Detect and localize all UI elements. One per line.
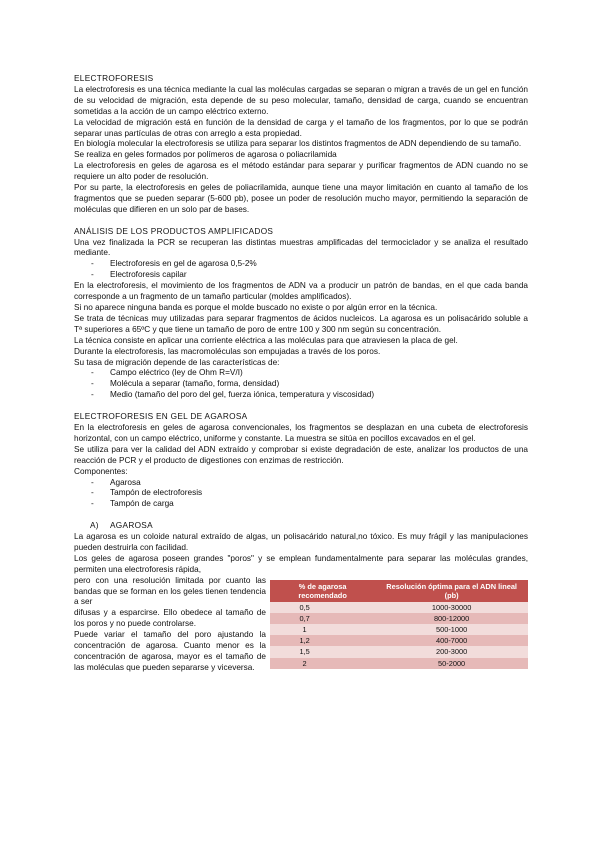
cell-agarose: 1,5 (270, 646, 375, 657)
cell-resolution: 400-7000 (375, 635, 528, 646)
list-item: - Electroforesis capilar (74, 270, 528, 281)
paragraph: Si no aparece ninguna banda es porque el molde buscado no existe o por algún error en la técnica. (74, 303, 438, 313)
cell-agarose: 2 (270, 658, 375, 669)
cell-resolution: 800-12000 (375, 613, 528, 624)
subsection-number: A) (90, 521, 99, 531)
table-row (270, 658, 528, 669)
paragraph: En la electroforesis en geles de agarosa convencionales, los fragmentos se desplazan en una cubeta de electroforesis horizontal, con un campo eléctrico, uniforme y constante. La muestra se sitúa en pocillos excavados en el gel. (74, 422, 528, 443)
paragraph: La electroforesis en geles de agarosa es el método estándar para separar y purificar fragmentos de ADN cuando no se requiere un alto poder de resolución. (74, 161, 528, 182)
list-item: - Campo eléctrico (ley de Ohm R=V/I) (74, 368, 528, 379)
cell-agarose: 0,5 (270, 602, 375, 613)
cell-agarose: 1 (270, 624, 375, 635)
table-header-row (270, 580, 528, 602)
cell-agarose: 0,7 (270, 613, 375, 624)
agarose-text-column (74, 576, 266, 674)
cell-agarose: 1,2 (270, 635, 375, 646)
paragraph: La velocidad de migración está en función de la densidad de carga y el tamaño de los fragmentos, por lo que se podrán separar unas partículas de otras con arreglo a esta propiedad. (74, 117, 528, 138)
list-item: - Molécula a separar (tamaño, forma, densidad) (74, 379, 528, 390)
paragraph: En la electroforesis, el movimiento de los fragmentos de ADN va a producir un patrón de bandas, en el que cada banda corresponde a un fragmento de un tamaño particular (moldes amplificados). (74, 281, 528, 302)
paragraph: Los geles de agarosa poseen grandes "poros" y se emplean fundamentalmente para separar las moléculas grandes, permiten una electroforesis rápida, (74, 553, 528, 574)
column-header-resolution: Resolución óptima para el ADN lineal (pb) (375, 580, 528, 602)
list-item: - Tampón de carga (74, 499, 528, 510)
agarose-text-and-table (74, 576, 528, 674)
paragraph: La técnica consiste en aplicar una corriente eléctrica a las moléculas para que atraviesen la placa de gel. (74, 335, 458, 345)
subsection-title-agarosa (74, 521, 528, 532)
table-row (270, 602, 528, 613)
paragraph: Se realiza en geles formados por polímeros de agarosa o poliacrilamida (74, 150, 337, 160)
paragraph: La electroforesis es una técnica mediante la cual las moléculas cargadas se separan o migran a través de un gel en función de su velocidad de migración, esta depende de su peso molecular, tamaño, densidad de carga, cuando se encuentran sometidas a la acción de un campo eléctrico externo. (74, 84, 528, 116)
cell-resolution: 50-2000 (375, 658, 528, 669)
table-row (270, 624, 528, 635)
section-title-electroforesis: ELECTROFORESIS (74, 74, 154, 83)
paragraph: Componentes: (74, 466, 128, 476)
bullet-list (74, 368, 528, 401)
bullet-list (74, 478, 528, 511)
table-row (270, 635, 528, 646)
bullet-list (74, 259, 528, 281)
cell-resolution: 500-1000 (375, 624, 528, 635)
document-page (74, 74, 528, 674)
paragraph: Durante la electroforesis, las macromoléculas son empujadas a través de los poros. (74, 346, 381, 356)
paragraph: pero con una resolución limitada por cuanto las bandas que se forman en los geles tienen tendencia a ser (74, 575, 266, 607)
list-item: - Electroforesis en gel de agarosa 0,5-2% (74, 259, 528, 270)
paragraph: Se utiliza para ver la calidad del ADN extraído y comprobar si existe degradación de este, analizar los productos de una reacción de PCR y el producto de digestiones con enzimas de restricción. (74, 444, 528, 465)
paragraph: Su tasa de migración depende de las características de: (74, 357, 280, 367)
list-item: - Medio (tamaño del poro del gel, fuerza iónica, temperatura y viscosidad) (74, 390, 528, 401)
subsection-label: AGAROSA (110, 521, 153, 531)
section-title-analisis: ANÁLISIS DE LOS PRODUCTOS AMPLIFICADOS (74, 226, 274, 236)
paragraph: La agarosa es un coloide natural extraído de algas, un polisacárido natural,no tóxico. Es muy frágil y las manipulaciones pueden destruirla con facilidad. (74, 532, 528, 552)
cell-resolution: 200-3000 (375, 646, 528, 657)
agarose-resolution-table (270, 580, 528, 669)
paragraph: difusas y a esparcirse. Ello obedece al tamaño de los poros y no puede controlarse. (74, 608, 266, 629)
paragraph: Por su parte, la electroforesis en geles de poliacrilamida, aunque tiene una mayor limitación en cuanto al tamaño de los fragmentos que se pueden separar (5-600 pb), posee un poder de resolución mucho mayor, permitiendo la separación de moléculas que difieren en un solo par de bases. (74, 183, 528, 214)
paragraph: Se trata de técnicas muy utilizadas para separar fragmentos de ácidos nucleicos. La agarosa es un polisacárido soluble a Tª superiores a 65ºC y que tiene un tamaño de poro de entre 100 y 300 nm según su concentración. (74, 313, 528, 334)
column-header-agarose: % de agarosa recomendado (270, 580, 375, 602)
cell-resolution: 1000-30000 (375, 602, 528, 613)
section-title-gel-agarosa: ELECTROFORESIS EN GEL DE AGAROSA (74, 412, 248, 422)
paragraph: Puede variar el tamaño del poro ajustando la concentración de agarosa. Cuanto menor es la concentración de agarosa, mayor es el tamaño de las moléculas que pueden separarse y viceversa. (74, 630, 266, 672)
table-row (270, 646, 528, 657)
paragraph: Una vez finalizada la PCR se recuperan las distintas muestras amplificadas del termociclador y se analiza el resultado mediante. (74, 237, 528, 258)
list-item: - Agarosa (74, 478, 528, 489)
paragraph: En biología molecular la electroforesis se utiliza para separar los distintos fragmentos de ADN dependiendo de su tamaño. (74, 139, 522, 149)
table-row (270, 613, 528, 624)
list-item: - Tampón de electroforesis (74, 488, 528, 499)
